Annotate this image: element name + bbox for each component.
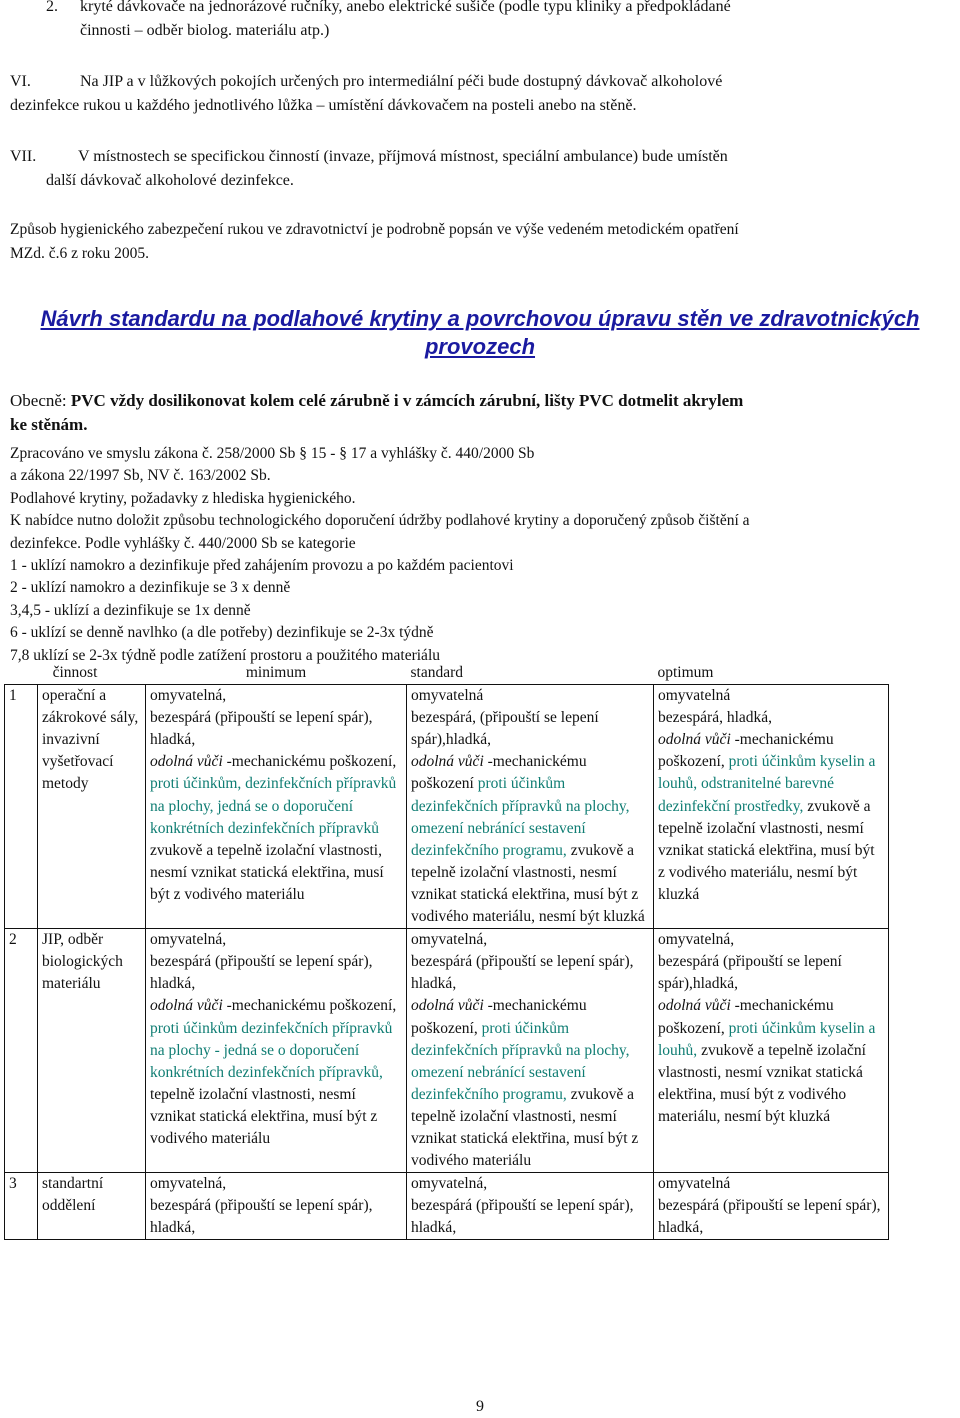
requirement-text: omyvatelná, bbox=[150, 687, 227, 705]
general-line: 2 - uklízí namokro a dezinfikuje se 3 x denně bbox=[10, 579, 291, 597]
paragraph-line1: Způsob hygienického zabezpečení rukou ve zdravotnictví je podrobně popsán ve výše vedeném metodickém opatření bbox=[10, 221, 739, 238]
row-activity: standartní oddělení bbox=[38, 1173, 146, 1240]
row-standard bbox=[407, 929, 654, 1173]
requirement-text: -mechanickému poškození, bbox=[658, 731, 834, 771]
header-activity: činnost bbox=[5, 660, 146, 685]
item-2 bbox=[46, 0, 731, 18]
requirement-text: bezespárá (připouští se lepení spár),hladká, bbox=[658, 953, 842, 993]
row-optimum bbox=[654, 685, 889, 929]
table-row bbox=[5, 685, 889, 929]
requirement-text: bezespárá (připouští se lepení spár), hladká, bbox=[411, 953, 634, 993]
document-title bbox=[0, 305, 960, 361]
requirement-text: proti účinkům dezinfekčních přípravků na plochy, omezení nebránící sestavení dezinfekčního programu, bbox=[411, 775, 630, 859]
item-6-number: VI. bbox=[10, 73, 31, 90]
general-bold2: ke stěnám. bbox=[10, 415, 88, 434]
general-statement bbox=[10, 389, 950, 437]
requirement-text: odolná vůči bbox=[411, 997, 484, 1015]
requirement-text: bezespárá (připouští se lepení spár), hladká, bbox=[658, 1197, 881, 1237]
requirement-text: omyvatelná bbox=[411, 687, 484, 705]
requirement-text: -mechanickému poškození, bbox=[222, 997, 397, 1015]
header-optimum: optimum bbox=[654, 660, 889, 685]
requirement-text: bezespárá (připouští se lepení spár), hladká, bbox=[150, 709, 373, 749]
row-activity: JIP, odběr biologických materiálu bbox=[38, 929, 146, 1173]
requirement-text: -mechanickému poškození, bbox=[222, 753, 397, 771]
requirement-text: odolná vůči bbox=[150, 753, 223, 771]
requirement-text: bezespárá (připouští se lepení spár), hladká, bbox=[150, 1197, 373, 1237]
row-optimum bbox=[654, 1173, 889, 1240]
requirement-text: omyvatelná, bbox=[658, 931, 735, 949]
item-7-line1: V místnostech se specifickou činností (invaze, příjmová místnost, speciální ambulance) bude umístěn bbox=[78, 148, 728, 165]
requirement-text: zvukově a tepelně izolační vlastnosti, nesmí vznikat statická elektřina, musí být z vodivého materiálu bbox=[411, 1085, 639, 1170]
row-number: 2 bbox=[5, 929, 38, 1173]
requirement-text: zvukově a tepelně izolační vlastnosti, nesmí vznikat statická elektřina, musí být z vodivého materiálu, nesmí být kluzká bbox=[658, 1041, 866, 1125]
requirement-text: zvukově a tepelně izolační vlastnosti, nesmí vznikat statická elektřina, musí být z vodivého materiálu bbox=[150, 841, 384, 903]
requirement-text: zvukově a tepelně izolační vlastnosti, nesmí vznikat statická elektřina, musí být z vodivého materiálu, nesmí být kluzká bbox=[658, 797, 875, 903]
general-line: 1 - uklízí namokro a dezinfikuje před zahájením provozu a po každém pacientovi bbox=[10, 557, 514, 575]
general-lines bbox=[10, 443, 950, 667]
item-6-line1: Na JIP a v lůžkových pokojích určených pro intermediální péči bude dostupný dávkovač alkoholové bbox=[80, 73, 723, 90]
requirement-text: -mechanickému poškození bbox=[411, 753, 587, 793]
requirement-text: zvukově a tepelně izolační vlastnosti, nesmí vznikat statická elektřina, musí být z vodivého materiálu, nesmí být kluzká bbox=[411, 841, 645, 926]
item-2-line2: činnosti – odběr biolog. materiálu atp.) bbox=[80, 22, 330, 39]
requirement-text: -mechanickému poškození, bbox=[658, 997, 834, 1037]
general-line: dezinfekce. Podle vyhlášky č. 440/2000 Sb se kategorie bbox=[10, 534, 356, 552]
flooring-standards-table bbox=[4, 660, 889, 1240]
item-7 bbox=[10, 146, 728, 168]
requirement-text: omyvatelná bbox=[658, 1175, 731, 1193]
general-line: a zákona 22/1997 Sb, NV č. 163/2002 Sb. bbox=[10, 467, 271, 485]
requirement-text: proti účinkům, dezinfekčních přípravků na plochy, jedná se o doporučení konkrétních dezinfekčních přípravků bbox=[150, 775, 397, 837]
table-row bbox=[5, 1173, 889, 1240]
paragraph-line2: MZd. č.6 z roku 2005. bbox=[10, 245, 150, 262]
table-header-row bbox=[5, 660, 889, 685]
row-number: 1 bbox=[5, 685, 38, 929]
requirement-text: odolná vůči bbox=[150, 997, 223, 1015]
requirement-text: bezespárá (připouští se lepení spár), hladká, bbox=[411, 1197, 634, 1237]
general-line: 3,4,5 - uklízí a dezinfikuje se 1x denně bbox=[10, 601, 251, 619]
row-activity: operační a zákrokové sály, invazivní vyšetřovací metody bbox=[38, 685, 146, 929]
item-7-line2: další dávkovač alkoholové dezinfekce. bbox=[46, 172, 294, 189]
general-prefix: Obecně: bbox=[10, 391, 71, 410]
requirement-text: proti účinkům kyselin a louhů, bbox=[658, 1019, 876, 1059]
requirement-text: bezespárá, hladká, bbox=[658, 709, 773, 727]
requirement-text: omyvatelná bbox=[658, 687, 731, 705]
requirement-text: odolná vůči bbox=[658, 997, 731, 1015]
requirement-text: -mechanickému poškození, bbox=[411, 997, 587, 1037]
requirement-text: proti účinkům dezinfekčních přípravků na plochy, omezení nebránící sestavení dezinfekčního programu, bbox=[411, 1019, 630, 1103]
requirement-text: omyvatelná, bbox=[150, 931, 227, 949]
requirement-text: omyvatelná, bbox=[150, 1175, 227, 1193]
requirement-text: odolná vůči bbox=[411, 753, 484, 771]
row-minimum bbox=[146, 929, 407, 1173]
requirement-text: omyvatelná, bbox=[411, 931, 488, 949]
row-optimum bbox=[654, 929, 889, 1173]
requirement-text: proti účinkům kyselin a louhů, odstranitelné barevné dezinfekční prostředky, bbox=[658, 753, 876, 815]
page-number: 9 bbox=[476, 1398, 484, 1415]
requirement-text: tepelně izolační vlastnosti, nesmí vznikat statická elektřina, musí být z vodivého materiálu bbox=[150, 1085, 378, 1147]
header-minimum: minimum bbox=[146, 660, 407, 685]
title-line1: Návrh standardu na podlahové krytiny a povrchovou úpravu stěn ve zdravotnických bbox=[40, 306, 920, 331]
item-2-line1: kryté dávkovače na jednorázové ručníky, anebo elektrické sušiče (podle typu kliniky a předpokládané bbox=[80, 0, 731, 15]
requirement-text: bezespárá, (připouští se lepení spár),hladká, bbox=[411, 709, 599, 749]
general-line: 6 - uklízí se denně navlhko (a dle potřeby) dezinfikuje se 2-3x týdně bbox=[10, 624, 434, 642]
requirement-text: bezespárá (připouští se lepení spár), hladká, bbox=[150, 953, 373, 993]
row-number: 3 bbox=[5, 1173, 38, 1240]
table-body bbox=[5, 685, 889, 1240]
row-minimum bbox=[146, 1173, 407, 1240]
requirement-text: odolná vůči bbox=[658, 731, 731, 749]
general-line: K nabídce nutno doložit způsobu technologického doporučení údržby podlahové krytiny a doporučený způsob čištění a bbox=[10, 512, 750, 530]
title-line2: provozech bbox=[424, 334, 536, 359]
general-bold1: PVC vždy dosilikonovat kolem celé zárubně i v zámcích zárubní, lišty PVC dotmelit akrylem bbox=[70, 391, 744, 410]
header-standard: standard bbox=[407, 660, 654, 685]
general-line: 7,8 uklízí se 2-3x týdně podle zatížení prostoru a použitého materiálu bbox=[10, 646, 440, 664]
item-2-number: 2. bbox=[46, 0, 58, 15]
row-standard bbox=[407, 685, 654, 929]
requirement-text: omyvatelná, bbox=[411, 1175, 488, 1193]
item-6-line2: dezinfekce rukou u každého jednotlivého lůžka – umístění dávkovačem na posteli anebo na stěně. bbox=[10, 97, 637, 114]
item-7-number: VII. bbox=[10, 148, 37, 165]
table-row bbox=[5, 929, 889, 1173]
requirement-text: proti účinkům dezinfekčních přípravků na plochy - jedná se o doporučení konkrétních dezinfekčních přípravků, bbox=[150, 1019, 393, 1081]
row-minimum bbox=[146, 685, 407, 929]
general-line: Zpracováno ve smyslu zákona č. 258/2000 Sb § 15 - § 17 a vyhlášky č. 440/2000 Sb bbox=[10, 445, 535, 462]
general-line: Podlahové krytiny, požadavky z hlediska hygienického. bbox=[10, 489, 356, 507]
row-standard bbox=[407, 1173, 654, 1240]
item-6 bbox=[10, 71, 722, 93]
